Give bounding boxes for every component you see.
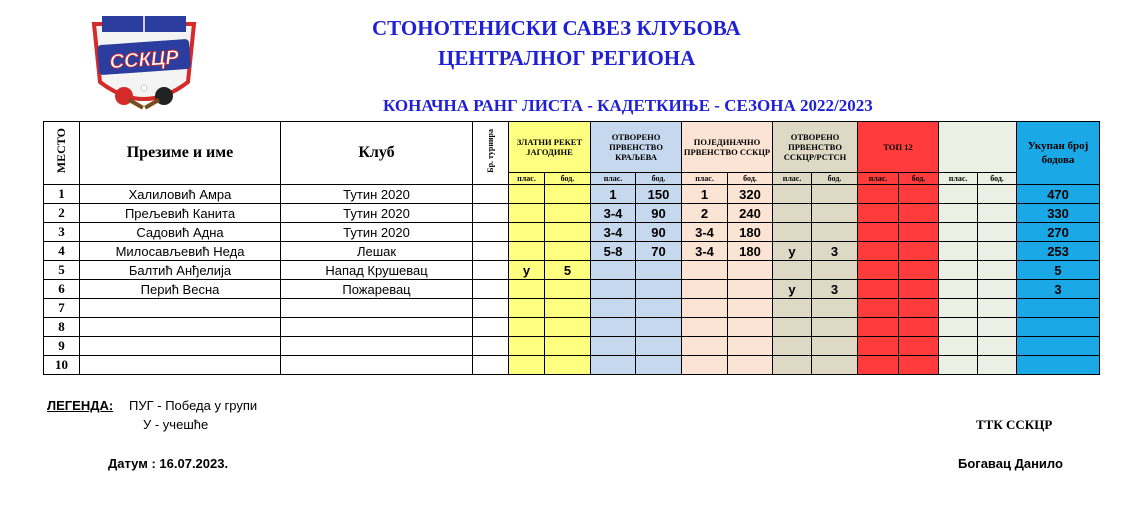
row-name: [80, 318, 281, 337]
row-group-points: [728, 299, 773, 318]
row-group-points: [978, 299, 1017, 318]
row-group-place: [939, 280, 978, 299]
row-group-points: [899, 280, 939, 299]
row-group-place: 1: [682, 185, 728, 204]
row-group-points: [545, 223, 591, 242]
row-group-place: [591, 356, 636, 375]
row-group-place: [939, 185, 978, 204]
row-tournaments: [473, 337, 509, 356]
table-row: [44, 318, 1100, 337]
row-group-place: [858, 204, 899, 223]
row-group-place: [858, 280, 899, 299]
row-tournaments: [473, 280, 509, 299]
row-name: [80, 356, 281, 375]
group-header-top12: ТОП 12: [858, 122, 939, 173]
row-group-place: [591, 299, 636, 318]
row-total: 5: [1017, 261, 1100, 280]
row-group-place: [773, 299, 812, 318]
row-total: 3: [1017, 280, 1100, 299]
col-header-place: МЕСТО: [44, 122, 80, 185]
row-group-points: [728, 280, 773, 299]
row-tournaments: [473, 204, 509, 223]
col-header-tournaments: Бр. турнира: [473, 122, 509, 185]
row-group-place: [509, 185, 545, 204]
signatory-name: Богавац Данило: [958, 456, 1063, 471]
row-group-points: [545, 185, 591, 204]
row-name: Перић Весна: [80, 280, 281, 299]
legend-label: ЛЕГЕНДА:: [47, 398, 114, 413]
row-club: Пожаревац: [281, 280, 473, 299]
row-group-place: [939, 299, 978, 318]
row-total: [1017, 356, 1100, 375]
row-tournaments: [473, 242, 509, 261]
row-group-place: [509, 356, 545, 375]
row-group-points: [899, 261, 939, 280]
sub-header-points: бод.: [899, 173, 939, 185]
row-group-place: у: [773, 280, 812, 299]
row-group-points: [899, 318, 939, 337]
row-tournaments: [473, 318, 509, 337]
row-group-points: [812, 318, 858, 337]
row-group-place: [939, 356, 978, 375]
row-group-place: [858, 185, 899, 204]
sub-header-points: бод.: [728, 173, 773, 185]
row-group-place: [591, 261, 636, 280]
row-club: Напад Крушевац: [281, 261, 473, 280]
sub-header-place: плас.: [682, 173, 728, 185]
row-tournaments: [473, 261, 509, 280]
organization-signature: ТТК ССКЦР: [976, 417, 1053, 432]
row-group-place: 2: [682, 204, 728, 223]
row-club: Тутин 2020: [281, 223, 473, 242]
table-row: [44, 337, 1100, 356]
table-row: [44, 185, 1100, 204]
row-group-place: 1: [591, 185, 636, 204]
row-place: 4: [44, 242, 80, 261]
sub-header-points: бод.: [545, 173, 591, 185]
sub-header-points: бод.: [978, 173, 1017, 185]
row-group-place: [858, 337, 899, 356]
legend-pug: ПУГ - Победа у групи: [129, 398, 258, 413]
sub-header-place: плас.: [858, 173, 899, 185]
row-group-place: [509, 280, 545, 299]
row-group-points: 5: [545, 261, 591, 280]
row-name: Садовић Адна: [80, 223, 281, 242]
row-group-place: [591, 337, 636, 356]
row-club: [281, 337, 473, 356]
ranking-table: [43, 121, 1100, 375]
row-group-place: [939, 318, 978, 337]
row-place: 6: [44, 280, 80, 299]
row-group-points: [978, 337, 1017, 356]
row-group-place: [858, 299, 899, 318]
row-total: 330: [1017, 204, 1100, 223]
row-group-points: [978, 242, 1017, 261]
row-group-place: [591, 280, 636, 299]
row-group-points: [728, 261, 773, 280]
logo-text: ССКЦР: [108, 46, 180, 74]
row-group-place: [939, 223, 978, 242]
row-group-points: [545, 280, 591, 299]
col-header-total: Укупан број бодова: [1017, 122, 1100, 185]
row-tournaments: [473, 223, 509, 242]
row-group-place: [858, 223, 899, 242]
row-group-place: [682, 261, 728, 280]
row-group-place: [509, 223, 545, 242]
row-group-points: 150: [636, 185, 682, 204]
row-group-points: [899, 185, 939, 204]
row-group-points: [812, 356, 858, 375]
row-place: 7: [44, 299, 80, 318]
table-row: [44, 356, 1100, 375]
page-title-line2: ЦЕНТРАЛНОГ РЕГИОНА: [438, 46, 696, 70]
table-row: [44, 223, 1100, 242]
row-club: [281, 318, 473, 337]
row-group-place: [773, 185, 812, 204]
row-group-points: 90: [636, 204, 682, 223]
row-group-points: 240: [728, 204, 773, 223]
group-header-empty: [939, 122, 1017, 173]
row-total: [1017, 299, 1100, 318]
row-group-points: 70: [636, 242, 682, 261]
row-group-points: [545, 356, 591, 375]
row-name: Милосављевић Неда: [80, 242, 281, 261]
row-group-points: [812, 261, 858, 280]
row-group-place: [773, 223, 812, 242]
row-group-place: [509, 337, 545, 356]
row-club: [281, 356, 473, 375]
row-tournaments: [473, 299, 509, 318]
row-group-place: 5-8: [591, 242, 636, 261]
row-group-points: [899, 337, 939, 356]
legend-u: У - учешће: [143, 417, 209, 432]
row-group-place: 3-4: [591, 223, 636, 242]
row-name: Халиловић Амра: [80, 185, 281, 204]
row-group-points: 180: [728, 223, 773, 242]
row-name: Прељевић Канита: [80, 204, 281, 223]
row-group-place: 3-4: [591, 204, 636, 223]
row-group-points: [728, 356, 773, 375]
group-header-zlatni-reket: ЗЛАТНИ РЕКЕТ ЈАГОДИНЕ: [509, 122, 591, 173]
col-header-name: Презиме и име: [80, 122, 281, 185]
row-group-points: [812, 185, 858, 204]
row-total: [1017, 318, 1100, 337]
row-club: Лешак: [281, 242, 473, 261]
row-group-place: [939, 242, 978, 261]
row-place: 8: [44, 318, 80, 337]
ranking-subtitle: КОНАЧНА РАНГ ЛИСТА - КАДЕТКИЊЕ - СЕЗОНА 2022/2023: [383, 96, 873, 115]
row-name: [80, 337, 281, 356]
row-group-points: [545, 242, 591, 261]
row-group-points: 90: [636, 223, 682, 242]
row-group-points: [728, 318, 773, 337]
row-group-points: 3: [812, 242, 858, 261]
sub-header-place: плас.: [773, 173, 812, 185]
row-group-place: [682, 356, 728, 375]
group-header-rstsn: ОТВОРЕНО ПРВЕНСТВО ССКЦР/РСТСН: [773, 122, 858, 173]
row-group-points: [899, 299, 939, 318]
row-group-points: [812, 299, 858, 318]
row-group-place: [773, 337, 812, 356]
row-total: 270: [1017, 223, 1100, 242]
row-group-points: [812, 223, 858, 242]
row-name: [80, 299, 281, 318]
row-place: 2: [44, 204, 80, 223]
row-club: Тутин 2020: [281, 185, 473, 204]
group-header-kraljevo: ОТВОРЕНО ПРВЕНСТВО КРАЉЕВА: [591, 122, 682, 173]
sub-header-points: бод.: [636, 173, 682, 185]
row-group-place: [509, 204, 545, 223]
row-group-place: [773, 318, 812, 337]
row-group-place: [858, 242, 899, 261]
row-name: Балтић Анђелија: [80, 261, 281, 280]
row-group-place: [682, 337, 728, 356]
row-group-points: [978, 356, 1017, 375]
row-group-points: [978, 223, 1017, 242]
row-total: 253: [1017, 242, 1100, 261]
row-group-place: [939, 337, 978, 356]
sub-header-place: плас.: [509, 173, 545, 185]
col-header-club: Клуб: [281, 122, 473, 185]
row-group-place: [591, 318, 636, 337]
page-title-line1: СТОНОТЕНИСКИ САВЕЗ КЛУБОВА: [372, 16, 741, 40]
row-group-points: [636, 356, 682, 375]
row-group-points: [812, 204, 858, 223]
row-group-place: 3-4: [682, 223, 728, 242]
row-place: 1: [44, 185, 80, 204]
row-place: 3: [44, 223, 80, 242]
row-club: Тутин 2020: [281, 204, 473, 223]
row-group-points: [728, 337, 773, 356]
row-group-points: [899, 242, 939, 261]
row-place: 10: [44, 356, 80, 375]
row-place: 9: [44, 337, 80, 356]
row-group-points: [636, 337, 682, 356]
row-place: 5: [44, 261, 80, 280]
row-group-points: [636, 299, 682, 318]
row-group-place: 3-4: [682, 242, 728, 261]
sub-header-place: плас.: [939, 173, 978, 185]
row-group-place: [773, 261, 812, 280]
row-group-points: [978, 204, 1017, 223]
row-group-points: [636, 318, 682, 337]
row-group-points: [978, 261, 1017, 280]
row-group-points: [545, 204, 591, 223]
row-group-place: [773, 204, 812, 223]
row-group-place: [939, 204, 978, 223]
row-group-points: [899, 204, 939, 223]
row-group-place: [858, 261, 899, 280]
row-group-place: [858, 356, 899, 375]
sub-header-place: плас.: [591, 173, 636, 185]
row-club: [281, 299, 473, 318]
row-group-place: [682, 280, 728, 299]
row-total: [1017, 337, 1100, 356]
row-group-points: [978, 185, 1017, 204]
table-row: [44, 204, 1100, 223]
row-group-place: [939, 261, 978, 280]
row-tournaments: [473, 356, 509, 375]
row-group-points: [636, 280, 682, 299]
row-group-points: [899, 356, 939, 375]
row-group-place: [858, 318, 899, 337]
row-group-place: [773, 356, 812, 375]
table-row: [44, 299, 1100, 318]
table-row: [44, 261, 1100, 280]
row-group-place: [509, 318, 545, 337]
row-group-place: у: [773, 242, 812, 261]
group-header-sskcr: ПОЈЕДИНАЧНО ПРВЕНСТВО ССКЦР: [682, 122, 773, 173]
row-group-points: [899, 223, 939, 242]
row-group-points: [978, 318, 1017, 337]
row-total: 470: [1017, 185, 1100, 204]
row-group-place: [682, 299, 728, 318]
document-date: Датум : 16.07.2023.: [108, 456, 229, 471]
row-group-points: [636, 261, 682, 280]
row-group-points: [545, 318, 591, 337]
row-group-points: [812, 337, 858, 356]
sub-header-points: бод.: [812, 173, 858, 185]
table-row: [44, 280, 1100, 299]
row-tournaments: [473, 185, 509, 204]
row-group-points: 320: [728, 185, 773, 204]
row-group-points: 3: [812, 280, 858, 299]
row-group-points: 180: [728, 242, 773, 261]
row-group-place: [509, 299, 545, 318]
row-group-place: [509, 242, 545, 261]
row-group-points: [545, 337, 591, 356]
table-row: [44, 242, 1100, 261]
row-group-points: [978, 280, 1017, 299]
sskcr-logo: [88, 12, 200, 120]
row-group-place: [682, 318, 728, 337]
row-group-place: у: [509, 261, 545, 280]
row-group-points: [545, 299, 591, 318]
